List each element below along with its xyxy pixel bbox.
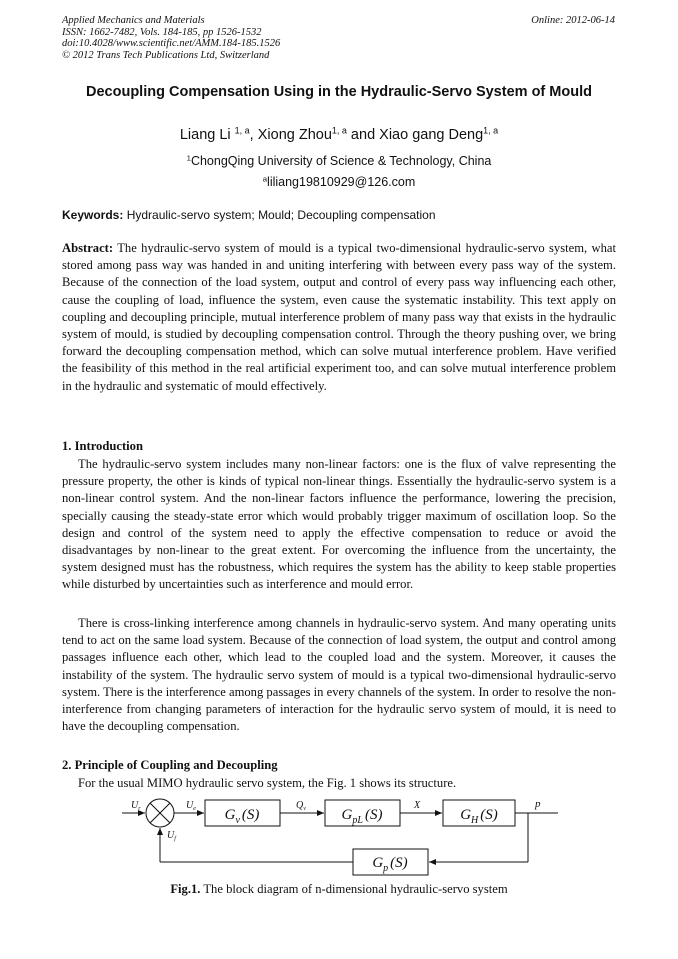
journal-name: Applied Mechanics and Materials (62, 15, 205, 26)
author-affiliation-mark: 1, a (331, 125, 347, 136)
copyright-line: © 2012 Trans Tech Publications Ltd, Switzerland (62, 49, 270, 61)
paper-title: Decoupling Compensation Using in the Hydraulic-Servo System of Mould (86, 84, 592, 100)
figure-caption (62, 881, 616, 897)
signal-uf-label: $U_f$ (167, 830, 176, 842)
block-gpl-label: $G_{pL}$ (S) (341, 807, 383, 826)
author-name: Xiao gang Deng (379, 127, 484, 143)
signal-ue-label: $U_e$ (186, 800, 196, 812)
figure-caption-text: The block diagram of n-dimensional hydraulic-servo system (203, 882, 508, 896)
keywords-text: Hydraulic-servo system; Mould; Decoupling compensation (126, 208, 436, 222)
signal-qv-label: $Q_v$ (296, 800, 306, 812)
block-gh-label: $G_H$ (S) (460, 807, 498, 826)
affiliation (62, 153, 616, 169)
block-gh (443, 800, 515, 826)
figure-caption-label: Fig.1. (170, 882, 201, 896)
author-affiliation-mark: 1, a (234, 125, 250, 136)
doi-line: doi:10.4028/www.scientific.net/AMM.184-185.1526 (62, 38, 281, 49)
abstract-text: The hydraulic-servo system of mould is a typical two-dimensional hydraulic-servo system, what stored among pass way was handed in and uniting interfering with between every pass way of the system. Because of the connection of the load system, output and control of every pass way influencing each other, cause the coupling of load, influence the system, even cause the systematic instability. This text apply on coupling and decoupling principle, mutual interference problem of many pass way that exists in the hydraulic system of mould, is studied by decoupling compensation control. Through the theory pushing over, we bring forward the decoupling compensation method, which can solve mutual interference problem. Have verified the feasibility of this method in the real artificial experiment too, and can solve mutual interference problem in the hydraulic and systematic of mould effectively. (62, 241, 617, 393)
online-date: Online: 2012-06-14 (531, 15, 615, 26)
abstract (62, 240, 616, 395)
email-text: liliang19810929@126.com (267, 175, 416, 189)
intro-paragraph-2: There is cross-linking interference among channels in hydraulic-servo system. And many operating units tend to act on the same load system. Because of the connection of load system, the output and control among passages influence each other, which lead to the coupled load and the system. Moreover, it causes the instability of the system. The hydraulic servo system of mould is a typical two-dimensional hydraulic-servo system. There is the interference among passages in every channels of the system. In order to resolve the non-interference from changing parameters of interaction for the hydraulic servo system of mould, it is need to have the decoupling compensation. (62, 616, 616, 734)
affiliation-mark: 1 (186, 153, 191, 163)
abstract-label: Abstract: (62, 241, 114, 255)
author-list: Liang Li $^{1, a}$, Xiong Zhou$^{1, a}$ and Xiao gang Deng$^{1, a}$ (179, 125, 499, 143)
issn-line: ISSN: 1662-7482, Vols. 184-185, pp 1526-1532 (62, 26, 262, 38)
section2-paragraph-1: For the usual MIMO hydraulic servo system, the Fig. 1 shows its structure. (78, 776, 457, 790)
signal-ur-label: $U_r$ (131, 800, 141, 812)
journal-header (62, 15, 280, 61)
block-diagram (110, 792, 570, 882)
email-mark: a (262, 174, 268, 184)
author-name: Xiong Zhou (257, 127, 332, 143)
signal-x-label: X (414, 800, 421, 811)
author-name: Liang Li (179, 127, 231, 143)
author-affiliation-mark: 1, a (483, 125, 499, 136)
section-heading-coupling: 2. Principle of Coupling and Decoupling (62, 758, 278, 772)
block-gv-label: $G_v$ (S) (224, 807, 260, 826)
affiliation-text: ChongQing University of Science & Technology, China (190, 154, 492, 168)
block-gp-label: $G_p$ (S) (372, 855, 408, 874)
keywords (62, 207, 616, 223)
signal-p-label: p (535, 798, 541, 810)
keywords-label: Keywords: (62, 208, 124, 222)
author-email (62, 174, 616, 190)
intro-paragraph-1: The hydraulic-servo system includes many non-linear factors: one is the flux of valve representing the pressure property, the other is kinds of typical non-linear things. Essentially the hydraulic-servo system is a non-linear control system. And the non-linear factors influence the performance, lowering the precision, specially causing the steady-state error which would probably trigger maximum of oscillation loop. So the design and control of the system need to apply the effective compensation to reduce or avoid the disadvantages by non-linear to the great extent. For overcoming the influence from the uncertainty, the system designed must has the robustness, which requires the system has the ability to keep stable properties while disturbed by uncertainties such as interference and mould error. (62, 457, 616, 592)
section-heading-introduction: 1. Introduction (62, 439, 143, 453)
